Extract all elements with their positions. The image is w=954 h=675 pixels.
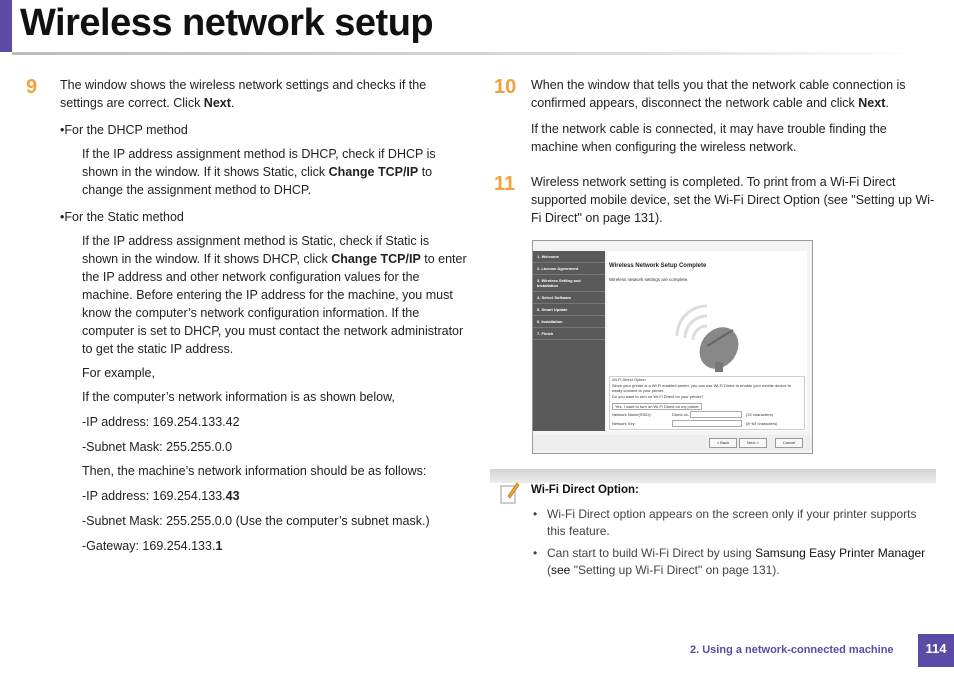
option-question: Do you want to turn on Wi-Fi Direct on your printer? [612,394,704,399]
installer-subtext: Wireless network settings are complete. [609,277,689,282]
step-10-text [531,76,931,112]
step-10-text-end: . [885,96,889,110]
cancel-button[interactable]: Cancel [775,438,803,448]
step-10-note: If the network cable is connected, it may have trouble finding the machine when configuring the wireless network. [531,122,887,154]
option-description: Since your printer is a Wi-Fi enabled printer, you can use Wi-Fi Direct to enable your mobile device to easily connect to your printer. [612,383,791,393]
title-accent-bar [0,0,12,52]
installer-step: 6. Installation [533,316,605,328]
step-11-text: Wireless network setting is completed. To print from a Wi-Fi Direct supported mobile device, set the Wi-Fi Direct Option (see "Setting up Wi-Fi Direct" on page 131). [531,175,935,225]
option-checkbox[interactable]: Yes, I want to turn on Wi-Fi Direct on my printer [612,403,702,410]
page-number: 114 [918,634,954,667]
installer-step: 3. Wireless Setting and Installation [533,275,605,292]
note-bullet-1 [533,506,932,540]
ssid-input[interactable] [690,411,742,418]
static-change-tcpip: Change TCP/IP [331,252,421,266]
installer-main-panel [607,251,807,431]
dhcp-paragraph [82,145,467,199]
machine-ip-text: -IP address: 169.254.133. [82,489,226,503]
installer-step: 5. Smart Update [533,304,605,316]
note-bullet-2-text: Can start to build Wi-Fi Direct by using [547,546,756,560]
machine-mask: -Subnet Mask: 255.255.0.0 (Use the computer’s subnet mask.) [82,514,430,528]
installer-step: 7. Finish [533,328,605,340]
note-bullet-2-paren: ( [547,563,551,577]
machine-info: Then, the machine’s network information should be as follows: [82,464,427,478]
ssid-hint: (22 characters) [746,412,773,417]
static-heading: •For the Static method [60,210,184,224]
note-bullet-2 [533,545,932,579]
computer-mask: -Subnet Mask: 255.255.0.0 [82,440,233,454]
installer-button-row [533,435,812,451]
step-10-number: 10 [494,76,517,98]
step-9-intro-text: The window shows the wireless network settings and checks if the settings are correct. Click [60,78,427,110]
dhcp-text: If the IP address assignment method is DHCP, check if DHCP is shown in the window. If it shows Static, click [82,147,436,179]
ssid-label: Network Name(SSID): [612,412,652,417]
footer-chapter: 2. Using a network-connected machine [690,644,894,656]
key-input[interactable] [672,420,742,427]
machine-gateway-suffix: 1 [215,539,223,553]
computer-info: If the computer’s network information is as shown below, [82,390,395,404]
note-header-bar [490,469,936,483]
note-bullet-1-text: Wi-Fi Direct option appears on the screen only if your printer supports this feature. [547,507,917,538]
option-title: Wi-Fi Direct Option [612,377,646,382]
example-label: For example, [82,366,155,380]
step-9-number: 9 [26,76,38,98]
installer-heading: Wireless Network Setup Complete [609,263,707,269]
step-9-next-label: Next [203,96,231,110]
wifi-direct-option-box [609,376,805,430]
dhcp-text-end: to change the assignment method to DHCP. [82,165,433,197]
key-label: Network Key: [612,421,636,426]
dhcp-heading: •For the DHCP method [60,123,188,137]
machine-gateway [82,537,222,555]
note-pencil-icon [500,481,520,505]
next-button[interactable]: Next > [739,438,767,448]
step-10-text-main: When the window that tells you that the network cable connection is confirmed appears, disconnect the network cable and click [531,78,906,110]
step-9-intro-end: . [230,96,235,110]
machine-gateway-text: -Gateway: 169.254.133. [82,539,216,553]
note-title: Wi-Fi Direct Option: [531,484,639,496]
ssid-prefix: Direct-xx- [672,412,690,417]
bullet-dot: • [533,507,538,521]
note-bullet-2-end: "Setting up Wi-Fi Direct" on page 131). [570,563,780,577]
see-link[interactable]: see [551,563,571,577]
installer-sidebar [533,251,605,431]
machine-ip [82,487,240,505]
key-hint: (8~64 characters) [746,421,778,426]
step-11-number: 11 [494,173,516,195]
dhcp-change-tcpip: Change TCP/IP [328,165,419,179]
static-text: If the IP address assignment method is Static, check if Static is shown in the window. If it shows DHCP, click [82,234,430,266]
back-button[interactable]: < Back [709,438,737,448]
computer-ip: -IP address: 169.254.133.42 [82,415,240,429]
installer-step: 2. License Agreement [533,263,605,275]
installer-step: 4. Select Software [533,292,605,304]
title-divider [12,52,917,55]
page-title: Wireless network setup [20,2,434,44]
machine-ip-suffix: 43 [225,489,240,503]
easy-printer-manager-link[interactable]: Samsung Easy Printer Manager [755,546,926,560]
installer-screenshot [532,240,813,454]
installer-step: 1. Welcome [533,251,605,263]
static-text-end: to enter the IP address and other network configuration values for the machine. Before entering the IP address for the machine, you must know the computer’s network configuration information. If the computer is set to DHCP, you must contact the network administrator to get the static IP address. [82,252,467,356]
bullet-dot: • [533,546,538,560]
static-paragraph [82,232,467,358]
step-10-next-label: Next [858,96,886,110]
satellite-dish-icon [667,296,747,376]
step-9-intro [60,76,470,112]
